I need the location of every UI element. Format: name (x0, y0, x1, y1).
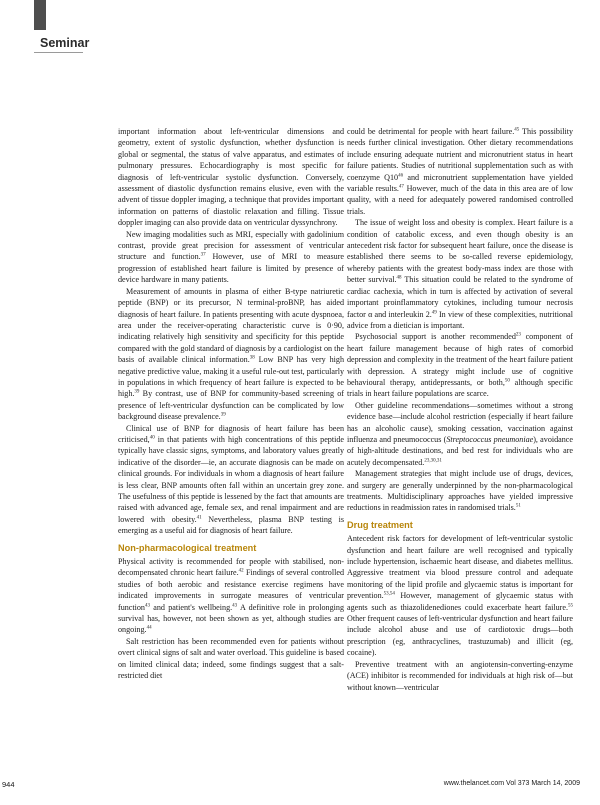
paragraph: Salt restriction has been recommended even for patients without overt clinical signs of salt and water overload. This guideline is based on limited clinical data; indeed, some findings suggest that a salt-restricted diet (118, 636, 344, 681)
paragraph: Management strategies that might include use of drugs, devices, and surgery are generally underpinned by the non-pharmacological treatments. Multidisciplinary approaches have yielded impressive reductions in readmission rates in randomised trials.$^{51}$ (347, 469, 573, 513)
paragraph: Preventive treatment with an angiotensin-converting-enzyme (ACE) inhibitor is recommended for individuals at high risk of—but without known—ventricular (347, 659, 573, 692)
paragraph: Antecedent risk factors for development of left-ventricular systolic dysfunction and heart failure are well recognised and typically include hypertension, ischaemic heart disease, and diabetes mellitus. Aggressive treatment via blood pressure control and adequate monitoring of the lipid profile and glycaemic status is important for prevention.$^{53,54}$ However, management of glycaemic status with agents such as thiazolidenediones could exacerbate heart failure.$^{55}$ Other frequent causes of left-ventricular dysfunction and heart failure include alcohol abuse and use of cardiotoxic drugs—both prescription (eg, anthracyclines, trastuzumab) and illicit (eg, cocaine). (347, 534, 573, 658)
section-heading: Drug treatment (347, 519, 413, 530)
paragraph: Physical activity is recommended for people with stabilised, non-decompensated chronic heart failure.$^{42}$ Findings of several controlled studies of both aerobic and resistance exercise regimens have indicated improvements in surrogate measures of ventricular function$^{43}$ and patient's wellbeing.$^{43}$ A definitive role in prolonging survival has, however, not been shown as yet, although studies are ongoing.$^{44}$ (118, 557, 344, 635)
left-column (118, 126, 344, 682)
right-column (347, 126, 573, 693)
journal-info: www.thelancet.com Vol 373 March 14, 2009 (443, 780, 580, 787)
paragraph: Clinical use of BNP for diagnosis of heart failure has been criticised,$^{40}$ in that patients with high concentrations of this peptide typically have classic signs, symptoms, and laboratory values greatly indicative of the disorder—ie, an accurate diagnosis can be made on clinical grounds. For individuals in whom a diagnosis of heart failure is less clear, BNP amounts often fall within an uncertain grey zone. The usefulness of this peptide is lessened by the fact that amounts are raised with advanced age, female sex, and renal impairment and are lowered with obesity.$^{41}$ Nevertheless, plasma BNP testing is emerging as a useful aid for diagnosis of heart failure. (118, 423, 344, 536)
section-rule (34, 52, 83, 53)
paragraph: important information about left-ventricular dimensions and geometry, extent of systolic dysfunction, whether dysfunction is global or segmental, the status of valve apparatus, and estimates of pulmonary pressures. Echocardiography is most specific for diagnosis of left-ventricular systolic dysfunction. Conversely, assessment of diastolic dysfunction remains elusive, even with the advent of tissue doppler imaging, a technique that provides important information on patterns of diastolic relaxation and filling. Tissue doppler imaging can also provide data on ventricular dyssynchrony. (118, 127, 344, 228)
paragraph: The issue of weight loss and obesity is complex. Heart failure is a condition of catabolic excess, and even though obesity is an antecedent risk factor for subsequent heart failure, once the disease is established there seems to be so-called reverse epidemiology, whereby patients with the greatest body-mass index are those with better survival.$^{48}$ This situation could be related to the syndrome of cardiac cachexia, which in turn is affected by activation of several important proinflammatory cytokines, including tumour necrosis factor α and interleukin 2.49 In view of these complexities, nutritional advice from a dietician is important. (347, 218, 573, 330)
paragraph: Psychosocial support is another recommended$^{23}$ component of heart failure management because of high rates of comorbid depression and complexity in the treatment of the heart failure patient with depression. A strategy might include use of cognitive behavioural therapy, antidepressants, or both,$^{50}$ although specific trials in heart failure populations are scarce. (347, 332, 573, 399)
page-number: 944 (2, 780, 15, 789)
paragraph: New imaging modalities such as MRI, especially with gadolinium contrast, provide great precision for assessment of ventricular structure and function.$^{37}$ However, use of MRI to measure progression of established heart failure is limited by presence of device hardware in many patients. (118, 229, 344, 285)
paragraph: could be detrimental for people with heart failure.$^{45}$ This possibility needs further clinical investigation. Other dietary recommendations include ensuring adequate nutrient and micronutrient status in heart failure patients. Studies of nutritional supplementation such as with coenzyme $Q10^{46}$ and micronutrient supplementation have yielded variable results.$^{47}$ However, much of the data in this area are of low quality, with a need for adequately powered randomised controlled trials. (347, 127, 573, 216)
paragraph: Measurement of amounts in plasma of either B-type natriuretic peptide (BNP) or its precursor, N terminal-proBNP, has aided diagnosis of heart failure. In patients presenting with acute dyspnoea, area under the receiver-operating characteristic curve is 0·90, indicating relatively high sensitivity and specificity for this peptide compared with the gold standard of diagnosis by a cardiologist on the basis of available clinical information.$^{38}$ Low BNP has very high negative predictive value, making it a useful rule-out test, particularly in populations in which frequency of heart failure is expected to be high.$^{39}$ By contrast, use of BNP for community-based screening of presence of left-ventricular dysfunction can be complicated by low background disease prevalence.$^{39}$ (118, 286, 344, 422)
section-heading: Non-pharmacological treatment (118, 542, 257, 553)
section-label: Seminar (40, 36, 90, 50)
paragraph: Other guideline recommendations—sometimes without a strong evidence base—include alcohol restriction (especially if heart failure has an alcoholic cause), smoking cessation, vaccination against influenza and pneumococcus (Streptococcus pneumoniae), avoidance of high-altitude destinations, and bed rest for individuals who are acutely decompensated.$^{23,30,31}$ (347, 400, 573, 467)
section-tab-marker (34, 0, 46, 30)
